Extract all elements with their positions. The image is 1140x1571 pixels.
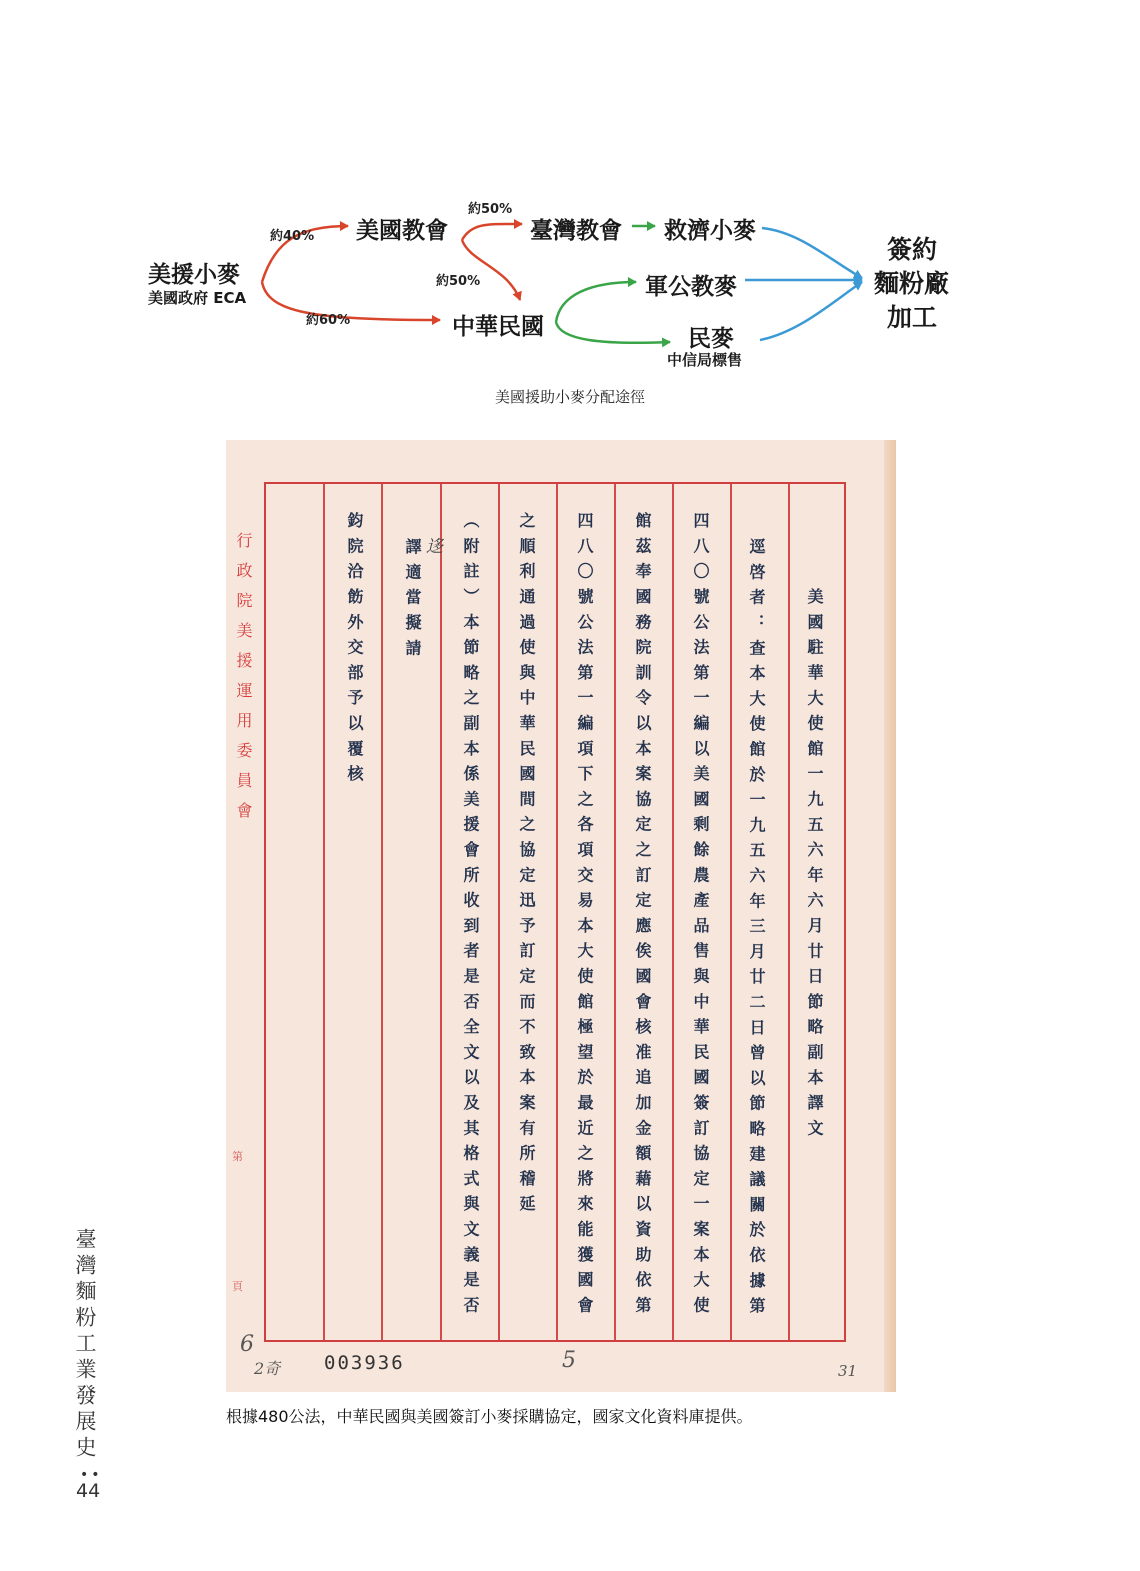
flow-arrows [0, 0, 1140, 380]
doc-column: 之順利通過使與中華民國間之協定迅予訂定而不致本案有所稽延 [517, 512, 536, 1221]
paper-edge [884, 440, 896, 1392]
handwritten-correction: 迻 [426, 537, 443, 557]
arrow-relief-to-factory [762, 228, 862, 278]
doc-column: 四八〇號公法第一編項下之各項交易本大使館極望於最近之將來能獲國會 [575, 512, 594, 1322]
diagram-caption: 美國援助小麥分配途徑 [494, 388, 645, 406]
column-rule [440, 484, 442, 1340]
distribution-flow-diagram [0, 0, 1140, 380]
margin-page-mark-2: 頁 [232, 1280, 243, 1293]
doc-column-note: （附註）本節略之副本係美援會所收到者是否全文以及其格式與文義是否 [461, 512, 480, 1322]
column-rule [556, 484, 558, 1340]
doc-column: 譯適當擬請 [403, 538, 422, 665]
handwritten-mark-5: 5 [562, 1348, 576, 1373]
arrow-roc-to-military [556, 282, 636, 322]
margin-organization: 行政院美援運用委員會 [234, 532, 253, 832]
handwritten-mark-2: 2奇 [254, 1359, 281, 1378]
column-rule [730, 484, 732, 1340]
arrow-civil-to-factory [760, 282, 862, 340]
column-rule [614, 484, 616, 1340]
handwritten-mark-31: 31 [838, 1362, 858, 1380]
node-tw-church: 臺灣教會 [530, 218, 622, 244]
doc-column: 鈞院洽飭外交部予以覆核 [345, 512, 364, 791]
document-caption: 根據480公法，中華民國與美國簽訂小麥採購協定，國家文化資料庫提供。 [226, 1407, 753, 1426]
arrow-us-church-to-tw-church [462, 224, 522, 240]
node-dest-line2: 麵粉廠 [874, 269, 950, 298]
doc-column: 四八〇號公法第一編以美國剩餘農產品售與中華民國簽訂協定一案本大使 [691, 512, 710, 1322]
column-rule [323, 484, 325, 1340]
arrow-source-to-roc [262, 282, 440, 320]
node-dest-line1: 簽約 [887, 235, 938, 264]
node-source-sub: 美國政府 ECA [148, 289, 247, 307]
scanned-document [226, 440, 896, 1392]
node-source: 美援小麥 [148, 262, 240, 288]
pct-roc: 約60% [306, 313, 351, 328]
doc-column: 館茲奉國務院訓令以本案協定之訂定應俟國會核准追加金額藉以資助依第 [633, 512, 652, 1322]
doc-column: 逕啓者：查本大使館於一九五六年三月廿二日曾以節略建議關於依據第 [747, 538, 766, 1323]
book-title: 臺灣麵粉工業發展史 [73, 1228, 97, 1462]
column-rule [788, 484, 790, 1340]
column-rule [672, 484, 674, 1340]
node-civil-wheat: 民麥 [688, 326, 734, 352]
node-military-wheat: 軍公教麥 [645, 274, 737, 300]
pct-church-to-roc: 約50% [436, 274, 481, 289]
page-number: 44 [76, 1480, 101, 1502]
handwritten-mark-6: 6 [240, 1332, 254, 1357]
margin-page-mark: 第 [232, 1150, 243, 1163]
arrow-roc-to-civil [556, 322, 670, 343]
page-dots-ornament: •• [80, 1467, 103, 1483]
node-us-church: 美國教會 [356, 218, 448, 244]
node-relief-wheat: 救濟小麥 [664, 218, 756, 244]
node-civil-sub: 中信局標售 [667, 351, 743, 369]
doc-column-title: 美國駐華大使館一九五六年六月廿日節略副本譯文 [805, 588, 824, 1145]
pct-us-church: 約40% [270, 229, 315, 244]
node-dest-line3: 加工 [887, 303, 938, 332]
node-roc: 中華民國 [452, 314, 544, 340]
document-serial-number: 003936 [324, 1352, 405, 1374]
column-rule [381, 484, 383, 1340]
pct-tw-church: 約50% [468, 202, 513, 217]
column-rule [498, 484, 500, 1340]
